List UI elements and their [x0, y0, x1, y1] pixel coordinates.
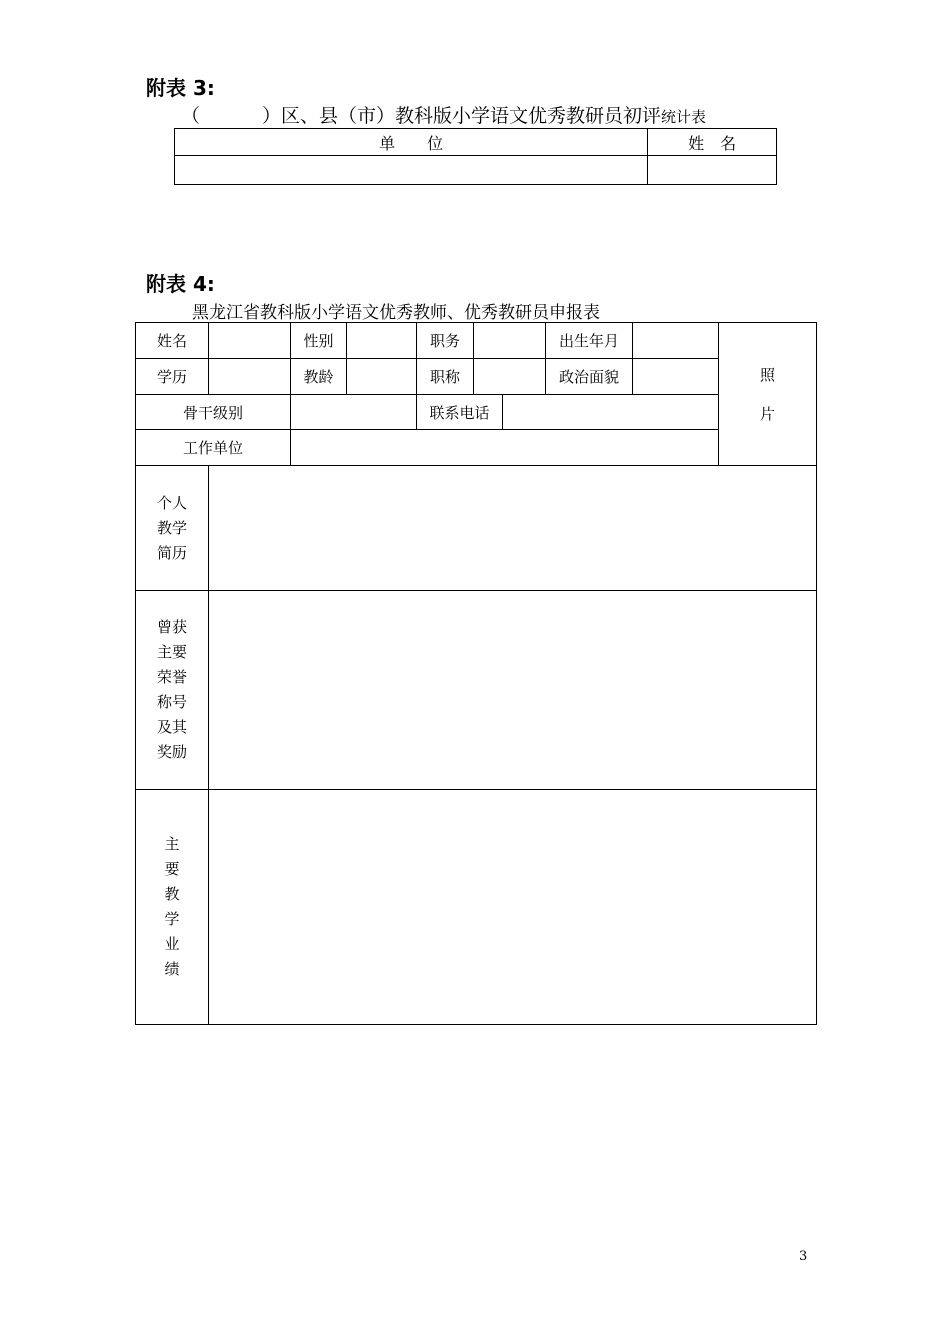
- label-teaching-years: 教龄: [291, 359, 347, 395]
- field-title[interactable]: [474, 359, 546, 395]
- achievements-line: 主: [164, 835, 180, 853]
- field-backbone-level[interactable]: [291, 395, 417, 430]
- label-title: 职称: [417, 359, 474, 395]
- label-backbone-level: 骨干级别: [136, 395, 291, 430]
- field-position[interactable]: [474, 323, 546, 359]
- label-achievements: [136, 790, 209, 1025]
- field-political[interactable]: [633, 359, 719, 395]
- appendix3-title: [181, 101, 706, 128]
- label-position: 职务: [417, 323, 474, 359]
- achievements-line: 要: [164, 860, 180, 878]
- field-resume[interactable]: [209, 466, 817, 591]
- label-work-unit: 工作单位: [136, 430, 291, 466]
- field-work-unit[interactable]: [291, 430, 719, 466]
- appendix3-title-paren: （: [181, 105, 201, 127]
- label-phone: 联系电话: [417, 395, 503, 430]
- appendix4-title: 黑龙江省教科版小学语文优秀教师、优秀教研员申报表: [192, 303, 600, 323]
- field-gender[interactable]: [347, 323, 417, 359]
- label-birth: 出生年月: [546, 323, 633, 359]
- label-name: 姓名: [136, 323, 209, 359]
- field-teaching-years[interactable]: [347, 359, 417, 395]
- achievements-line: 教: [164, 885, 180, 903]
- honors-line: 主要: [156, 643, 187, 661]
- label-education: 学历: [136, 359, 209, 395]
- photo-label-2: 片: [759, 405, 775, 423]
- cell-name-value[interactable]: [648, 156, 777, 185]
- field-honors[interactable]: [209, 591, 817, 790]
- achievements-line: 学: [164, 910, 180, 928]
- achievements-line: 业: [164, 935, 180, 953]
- cell-unit-value[interactable]: [175, 156, 648, 185]
- field-phone[interactable]: [503, 395, 719, 430]
- field-name[interactable]: [209, 323, 291, 359]
- header-unit: 单 位: [175, 129, 648, 156]
- honors-line: 及其: [156, 718, 187, 736]
- label-honors: [136, 591, 209, 790]
- appendix3-title-suffix: 统计表: [661, 108, 707, 126]
- appendix3-heading: 附表 3:: [146, 76, 215, 100]
- field-birth[interactable]: [633, 323, 719, 359]
- resume-line: 教学: [156, 518, 187, 537]
- header-name: 姓 名: [648, 129, 777, 156]
- field-education[interactable]: [209, 359, 291, 395]
- resume-line: 个人: [156, 493, 187, 512]
- page-number: 3: [799, 1249, 808, 1264]
- photo-label-1: 照: [759, 366, 775, 384]
- honors-line: 荣誉: [156, 668, 187, 686]
- appendix3-title-main: ）区、县（市）教科版小学语文优秀教研员初评: [262, 105, 662, 127]
- honors-line: 奖励: [156, 743, 187, 761]
- photo-box[interactable]: [719, 323, 817, 466]
- appendix3-table: [174, 128, 777, 185]
- appendix4-form: [135, 322, 817, 1025]
- label-resume: [136, 466, 209, 591]
- honors-line: 曾获: [156, 618, 187, 636]
- achievements-line: 绩: [164, 960, 180, 978]
- label-political: 政治面貌: [546, 359, 633, 395]
- label-gender: 性别: [291, 323, 347, 359]
- honors-line: 称号: [156, 693, 187, 711]
- resume-line: 简历: [156, 543, 187, 562]
- appendix4-heading: 附表 4:: [146, 272, 215, 296]
- field-achievements[interactable]: [209, 790, 817, 1025]
